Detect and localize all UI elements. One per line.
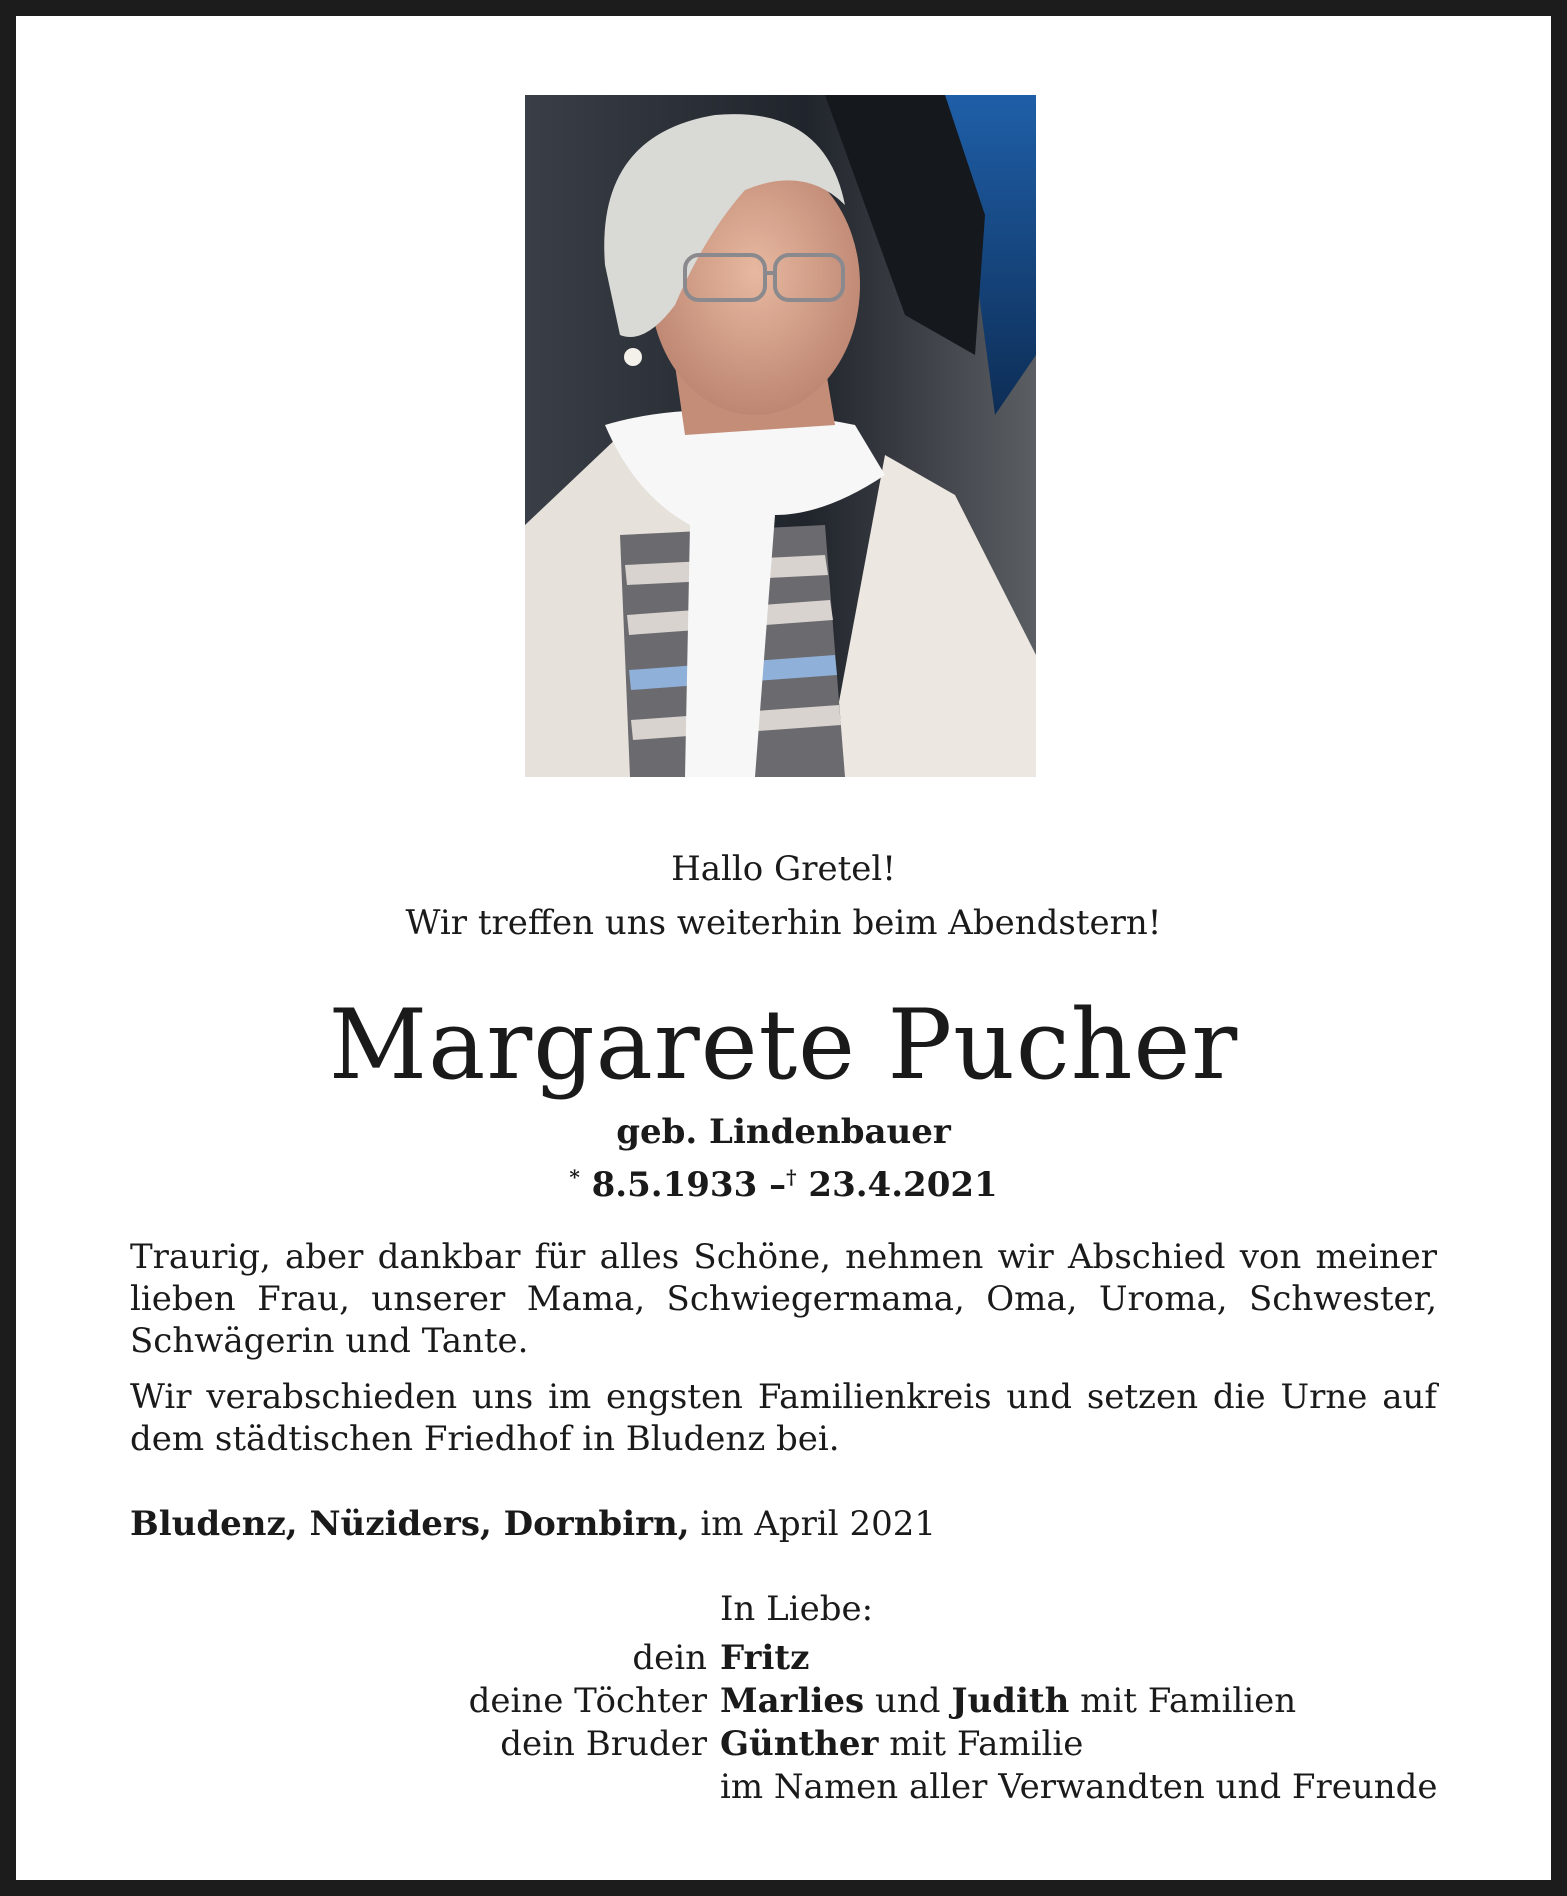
announcement-date: im April 2021 bbox=[700, 1504, 936, 1544]
birth-symbol: * bbox=[569, 1165, 580, 1189]
signer-joiner: und bbox=[875, 1681, 941, 1721]
death-symbol: † bbox=[786, 1165, 797, 1189]
signature-row-1 bbox=[720, 1637, 809, 1680]
signature-relation-1: dein bbox=[632, 1638, 707, 1678]
date-separator: – bbox=[769, 1165, 787, 1205]
deceased-name: Margarete Pucher bbox=[328, 989, 1239, 1101]
places: Bludenz, Nüziders, Dornbirn, bbox=[130, 1504, 690, 1544]
announcement-paragraph: Traurig, aber dankbar für alles Schöne, nehmen wir Abschied von meiner lieben Frau, unserer Mama, Schwiegermama, Oma, Uroma, Schwester, Schwägerin und Tante. bbox=[130, 1237, 1437, 1361]
greeting-line-1: Hallo Gretel! bbox=[671, 849, 896, 889]
signature-closing: im Namen aller Verwandten und Freunde bbox=[720, 1767, 1438, 1807]
signer-suffix: mit Familie bbox=[889, 1724, 1084, 1764]
signature-row-2 bbox=[720, 1680, 1296, 1723]
portrait-photo bbox=[525, 95, 1036, 777]
death-date: 23.4.2021 bbox=[808, 1165, 998, 1205]
greeting-line-2: Wir treffen uns weiterhin beim Abendstern! bbox=[405, 903, 1162, 943]
signature-row-3 bbox=[720, 1723, 1083, 1766]
greeting bbox=[0, 842, 1567, 950]
signer-name: Marlies bbox=[720, 1681, 865, 1721]
life-dates bbox=[0, 1153, 1567, 1209]
signer-name: Fritz bbox=[720, 1638, 810, 1678]
signature-relation-3: dein Bruder bbox=[500, 1724, 707, 1764]
birth-name: geb. Lindenbauer bbox=[616, 1112, 951, 1152]
signer-name: Judith bbox=[951, 1681, 1070, 1721]
signer-name: Günther bbox=[720, 1724, 879, 1764]
birth-date: 8.5.1933 bbox=[591, 1165, 758, 1205]
signature-relation-2: deine Töchter bbox=[468, 1681, 707, 1721]
ceremony-paragraph: Wir verabschieden uns im engsten Familienkreis und setzen die Urne auf dem städtischen Friedhof in Bludenz bei. bbox=[130, 1377, 1437, 1459]
signature-intro: In Liebe: bbox=[720, 1589, 874, 1629]
place-and-date bbox=[130, 1502, 936, 1546]
signer-suffix: mit Familien bbox=[1080, 1681, 1297, 1721]
